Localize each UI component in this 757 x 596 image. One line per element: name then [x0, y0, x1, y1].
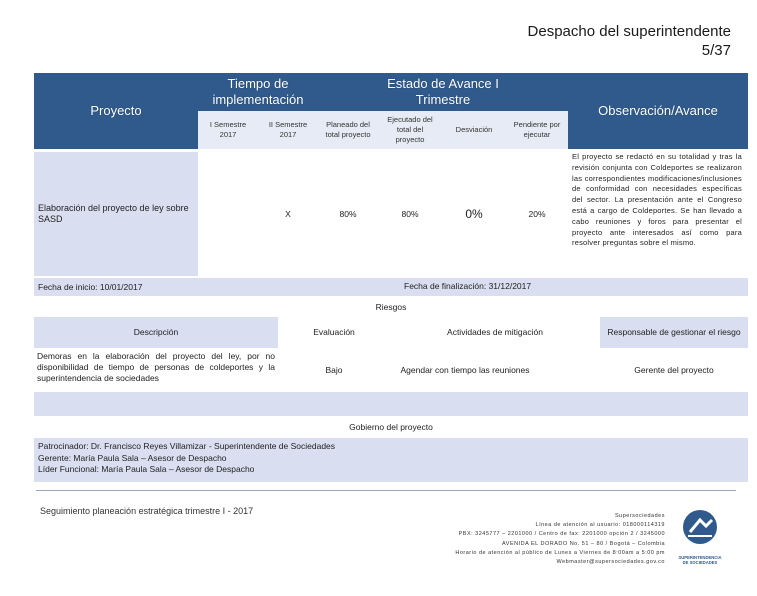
observacion-header-label: Observación/Avance: [598, 103, 718, 118]
estado-header-label: Estado de Avance I Trimestre: [387, 76, 499, 107]
gobierno-title: [34, 418, 748, 436]
riesgos-title: [34, 298, 748, 316]
footer-line5: Webmaster@supersociedades.gov.co: [556, 559, 665, 566]
tiempo-header-label: Tiempo de implementación: [212, 76, 304, 107]
fecha-fin: Fecha de finalización: 31/12/2017: [404, 281, 532, 291]
footer-divider: [36, 490, 736, 491]
logo-icon: [676, 508, 724, 548]
riesgos-title-label: Riesgos: [375, 301, 407, 312]
footer-contact: [455, 512, 665, 567]
semestre2-cell: [258, 152, 318, 276]
desviacion-value: 0%: [465, 207, 483, 221]
riesgos-mitigacion-header: [390, 317, 600, 348]
gobierno-gerente: Gerente: María Paula Sala – Asesor de Despacho: [38, 452, 227, 463]
footer-line4: Horario de atención al público de Lunes a Viernes de 8:00am a 5:00 pm: [455, 549, 665, 556]
semestre1-header: [198, 111, 258, 149]
gobierno-body: [34, 438, 748, 482]
riesgos-mitigacion-label: Actividades de mitigación: [447, 327, 543, 337]
desviacion-cell: [442, 152, 506, 276]
desviacion-label: Desviación: [455, 125, 493, 134]
riesgos-descripcion-text: Demoras en la elaboración del proyecto del ley, por no disponibilidad de tiempo de personas de coldeportes y la superintendencia de sociedades: [37, 351, 275, 383]
riesgos-mitigacion-cell: [390, 350, 540, 390]
semestre2-label: II Semestre 2017: [268, 120, 308, 139]
planeado-label: Planeado del total proyecto: [325, 120, 371, 139]
riesgos-responsable-label: Responsable de gestionar el riesgo: [607, 327, 741, 337]
riesgos-descripcion-label: Descripción: [133, 327, 179, 337]
observacion-header: [568, 73, 748, 149]
riesgos-evaluacion-label: Evaluación: [313, 327, 355, 337]
fecha-inicio: Fecha de inicio: 10/01/2017: [38, 282, 143, 292]
proyecto-nombre-cell: [34, 152, 198, 276]
desviacion-header: [442, 111, 506, 149]
footer-line1: Línea de atención al usuario: 018000114319: [535, 522, 665, 529]
tiempo-header: [198, 73, 318, 111]
riesgos-mitigacion-value: Agendar con tiempo las reuniones: [400, 364, 530, 375]
ejecutado-label: Ejecutado del total del proyecto: [387, 115, 433, 144]
riesgos-evaluacion-value: Bajo: [325, 364, 343, 375]
footer-line3: AVENIDA EL DORADO No. 51 – 80 / Bogotá – Colombia: [502, 540, 665, 547]
observacion-text: El proyecto se redactó en su totalidad y tras la revisión conjunta con Coldeportes se realizaron las correspondientes modificaciones/inclusiones de conformidad con necesidades específicas del sector. La presentación ante el Congreso está a cargo de Coldeportes. Se han llevado a cabo reuniones y foros para presentar el proyecto ante interesados así como para resolver preguntas sobre el mismo.: [572, 152, 742, 248]
estado-header: [318, 73, 568, 111]
footer-line2: PBX: 3245777 – 2201000 / Centro de fax: 2201000 opción 2 / 3245000: [458, 531, 665, 538]
supersociedades-logo: [676, 508, 724, 564]
ejecutado-cell: [378, 152, 442, 276]
gobierno-patrocinador: Patrocinador: Dr. Francisco Reyes Villamizar - Superintendente de Sociedades: [38, 441, 336, 451]
riesgos-responsable-header: [600, 317, 748, 348]
riesgos-evaluacion-header: [278, 317, 390, 348]
fecha-row: [34, 278, 748, 296]
semestre2-mark: X: [285, 208, 291, 219]
riesgos-empty-row: [34, 392, 748, 416]
pendiente-value: 20%: [528, 208, 546, 219]
pendiente-header: [506, 111, 568, 149]
semestre1-label: I Semestre 2017: [209, 120, 247, 139]
proyecto-nombre: Elaboración del proyecto de ley sobre SASD: [38, 203, 189, 224]
planeado-header: [318, 111, 378, 149]
ejecutado-value: 80%: [401, 208, 419, 219]
footer-title: Seguimiento planeación estratégica trimestre I - 2017: [40, 506, 254, 516]
ejecutado-header: [378, 111, 442, 149]
footer-org: Supersociedades: [614, 513, 665, 519]
planeado-cell: [318, 152, 378, 276]
page-number: 5/37: [701, 42, 731, 59]
pendiente-label: Pendiente por ejecutar: [513, 120, 561, 139]
proyecto-header-label: Proyecto: [90, 103, 142, 118]
planeado-value: 80%: [339, 208, 357, 219]
observacion-cell: [572, 152, 742, 276]
riesgos-descripcion-cell: [34, 350, 278, 390]
riesgos-evaluacion-cell: [278, 350, 390, 390]
riesgos-responsable-value: Gerente del proyecto: [634, 364, 714, 375]
document-title: Despacho del superintendente: [527, 23, 731, 40]
semestre2-header: [258, 111, 318, 149]
gobierno-lider: Líder Funcional: María Paula Sala – Asesor de Despacho: [38, 464, 255, 474]
pendiente-cell: [506, 152, 568, 276]
proyecto-header: [34, 73, 198, 149]
semestre1-cell: [198, 152, 258, 276]
gobierno-title-label: Gobierno del proyecto: [349, 421, 433, 432]
riesgos-descripcion-header: [34, 317, 278, 348]
riesgos-responsable-cell: [600, 350, 748, 390]
logo-text: SUPERINTENDENCIA DE SOCIEDADES: [678, 555, 722, 565]
